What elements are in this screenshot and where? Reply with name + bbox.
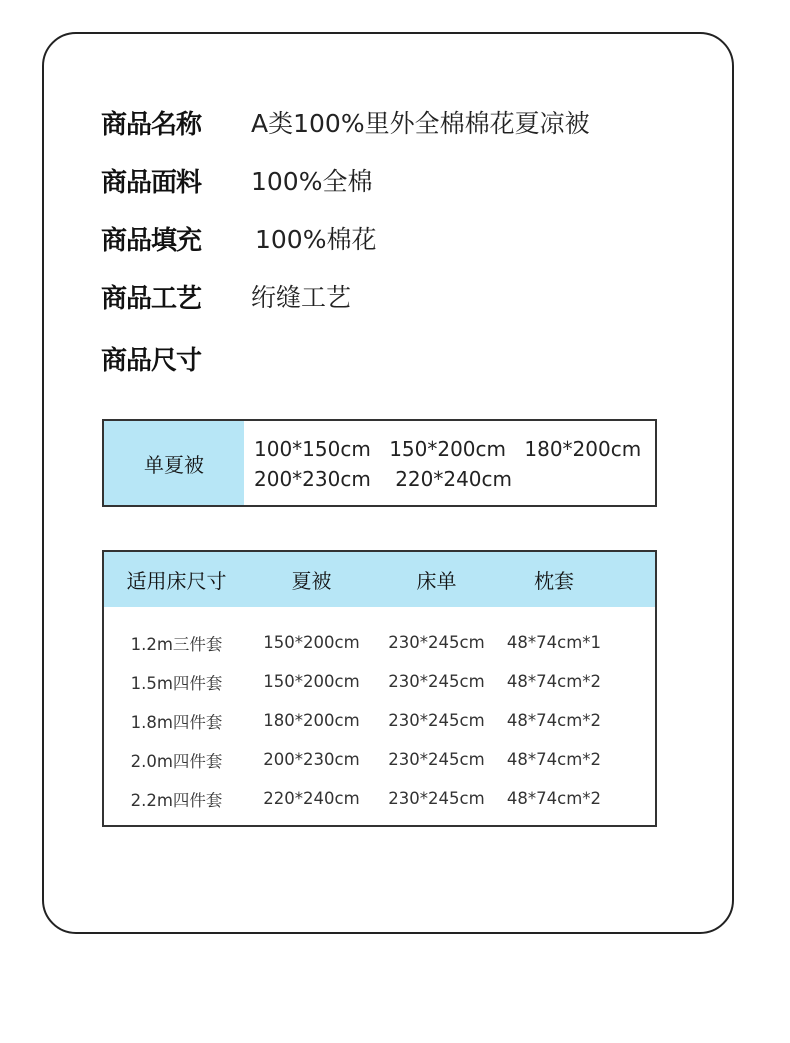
table-cell: 48*74cm*2 xyxy=(506,711,602,730)
table-cell: 2.2m四件套 xyxy=(130,790,223,810)
sizes-line xyxy=(254,434,655,464)
table-header xyxy=(104,552,655,607)
table-cell: 2.0m四件套 xyxy=(130,751,223,771)
table-row xyxy=(104,623,655,662)
size-value: 220*240cm xyxy=(395,467,513,491)
table-cell: 48*74cm*2 xyxy=(506,750,602,769)
table-cell: 230*245cm xyxy=(388,672,485,691)
info-value: 100%全棉 xyxy=(251,167,373,196)
header-quilt: 夏被 xyxy=(291,569,332,593)
size-value: 150*200cm xyxy=(389,437,507,461)
table-row xyxy=(104,740,655,779)
info-label: 商品名称 xyxy=(101,109,202,140)
info-value: 绗缝工艺 xyxy=(251,283,352,312)
info-label: 商品尺寸 xyxy=(101,345,202,376)
table-cell: 230*245cm xyxy=(388,789,485,808)
table-cell: 48*74cm*2 xyxy=(506,789,602,808)
info-label: 商品面料 xyxy=(101,167,202,198)
table-row xyxy=(104,779,655,818)
table-cell: 1.2m三件套 xyxy=(130,634,223,654)
table-cell: 150*200cm xyxy=(263,672,360,691)
table-row xyxy=(104,662,655,701)
table-cell: 230*245cm xyxy=(388,633,485,652)
info-row-size xyxy=(101,338,251,378)
info-label: 商品工艺 xyxy=(101,283,202,314)
info-value: A类100%里外全棉棉花夏凉被 xyxy=(251,109,590,138)
table-cell: 1.8m四件套 xyxy=(130,712,223,732)
info-value: 100%棉花 xyxy=(255,225,377,254)
table-cell: 1.5m四件套 xyxy=(130,673,223,693)
info-row-name xyxy=(101,102,590,142)
table-cell: 200*230cm xyxy=(263,750,360,769)
info-row-filling xyxy=(101,218,376,258)
size-value: 180*200cm xyxy=(524,437,642,461)
single-quilt-label: 单夏被 xyxy=(104,421,244,505)
info-label: 商品填充 xyxy=(101,225,202,256)
table-cell: 48*74cm*1 xyxy=(506,633,602,652)
table-cell: 150*200cm xyxy=(263,633,360,652)
sizes-line xyxy=(254,464,655,494)
table-cell: 230*245cm xyxy=(388,750,485,769)
size-value: 100*150cm xyxy=(254,437,371,461)
size-value: 200*230cm xyxy=(254,467,371,491)
info-row-craft xyxy=(101,276,351,316)
header-pillowcase: 枕套 xyxy=(534,569,574,593)
table-row xyxy=(104,701,655,740)
single-quilt-table xyxy=(102,419,657,507)
table-body xyxy=(104,607,655,818)
table-cell: 230*245cm xyxy=(388,711,485,730)
table-cell: 180*200cm xyxy=(263,711,360,730)
info-row-fabric xyxy=(101,160,372,200)
single-quilt-sizes xyxy=(244,421,655,505)
header-sheet: 床单 xyxy=(416,569,457,593)
header-bed-size: 适用床尺寸 xyxy=(126,569,227,593)
table-cell: 220*240cm xyxy=(263,789,360,808)
table-cell: 48*74cm*2 xyxy=(506,672,602,691)
set-size-table xyxy=(102,550,657,827)
